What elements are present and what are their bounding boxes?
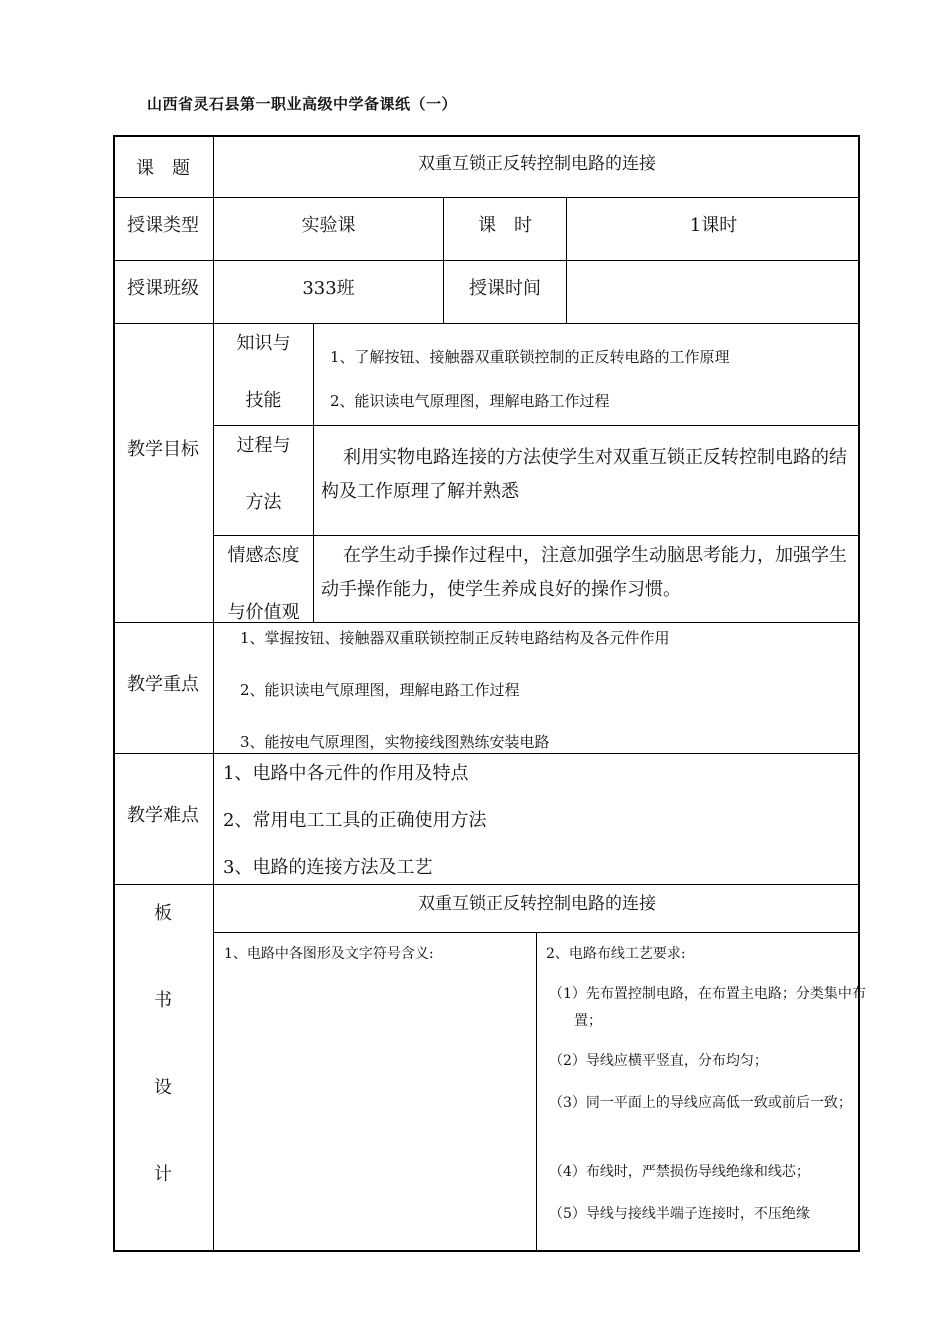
column-divider [213,135,214,1252]
knowledge-item: 1、了解按钮、接触器双重联锁控制的正反转电路的工作原理 [330,348,730,366]
row-divider [113,197,860,198]
lesson-plan-table [113,135,866,1252]
emotion-text: 在学生动手操作过程中，注意加强学生动脑思考能力，加强学生动手操作能力，使学生养成良好的操作习惯。 [321,545,847,600]
key-point-item: 1、掌握按钮、接触器双重联锁控制正反转电路结构及各元件作用 [240,629,670,647]
process-label-line1: 过程与 [236,435,291,456]
type-label: 授课类型 [127,215,199,236]
board-left-heading: 1、电路中各图形及文字符号含义: [224,946,434,962]
knowledge-label-line2: 技能 [245,390,282,411]
process-label-line2: 方法 [245,492,282,513]
row-divider [214,535,860,536]
knowledge-item: 2、能识读电气原理图，理解电路工作过程 [330,392,610,410]
column-divider [313,323,314,622]
type-value: 实验课 [301,215,356,236]
table-border-top [113,135,860,137]
page-header-title: 山西省灵石县第一职业高级中学备课纸（一） [147,95,458,113]
row-divider [214,932,860,933]
time-label: 授课时间 [469,278,541,299]
table-border-right [858,135,860,1252]
row-divider [113,323,860,324]
difficulty-item: 3、电路的连接方法及工艺 [223,857,433,878]
topic-label: 课 题 [136,158,190,179]
row-divider [113,753,860,754]
board-label-char: 板 [154,903,172,924]
difficulty-item: 1、电路中各元件的作用及特点 [223,763,469,784]
row-divider [214,425,860,426]
key-point-item: 2、能识读电气原理图，理解电路工作过程 [240,681,520,699]
requirement-item: （1）先布置控制电路，在布置主电路；分类集中布置； [549,986,866,1029]
row-divider [113,260,860,261]
class-label: 授课班级 [127,278,199,299]
board-right-heading: 2、电路布线工艺要求: [546,946,686,962]
hours-value: 1课时 [689,215,738,236]
requirement-item: （4）布线时，严禁损伤导线绝缘和线芯； [549,1164,810,1180]
key-points-label: 教学重点 [127,674,199,695]
requirement-item: （5）导线与接线半端子连接时，不压绝缘 [549,1206,810,1222]
requirement-item: （2）导线应横平竖直，分布均匀； [549,1053,768,1069]
table-border-bottom [113,1250,860,1252]
key-point-item: 3、能按电气原理图，实物接线图熟练安装电路 [240,733,550,751]
board-title: 双重互锁正反转控制电路的连接 [418,894,656,914]
topic-value: 双重互锁正反转控制电路的连接 [418,154,656,174]
process-text: 利用实物电路连接的方法使学生对双重互锁正反转控制电路的结构及工作原理了解并熟悉 [321,447,847,502]
column-divider [536,932,537,1252]
emotion-label-line2: 与价值观 [227,602,300,623]
board-label-char: 计 [154,1164,172,1185]
board-label-char: 设 [154,1077,172,1098]
requirement-item: （3）同一平面上的导线应高低一致或前后一致； [549,1095,852,1111]
hours-label: 课 时 [478,215,532,236]
board-label-char: 书 [154,990,172,1011]
objectives-label: 教学目标 [127,439,199,460]
emotion-label-line1: 情感态度 [227,545,300,566]
row-divider [113,884,860,885]
knowledge-label-line1: 知识与 [236,333,291,354]
difficulties-label: 教学难点 [127,805,199,826]
difficulty-item: 2、常用电工工具的正确使用方法 [223,810,487,831]
class-value: 333班 [302,278,355,299]
